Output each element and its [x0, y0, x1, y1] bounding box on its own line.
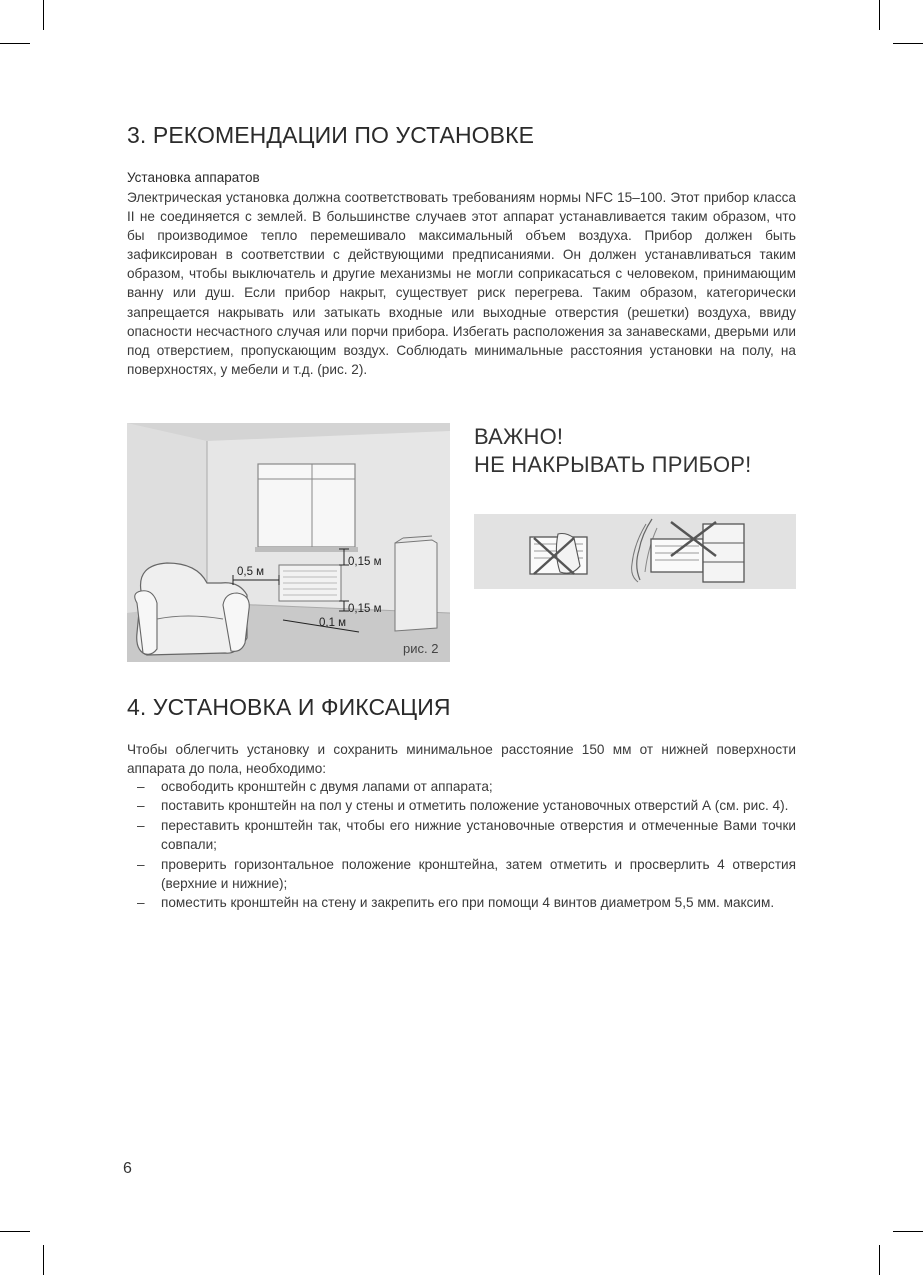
list-item: – поместить кронштейн на стену и закрепить его при помощи 4 винтов диаметром 5,5 мм. максим.: [127, 893, 796, 912]
label-top-distance: 0,15 м: [348, 556, 382, 568]
section-3-title: 3. РЕКОМЕНДАЦИИ ПО УСТАНОВКЕ: [127, 122, 535, 148]
list-item: – освободить кронштейн с двумя лапами от аппарата;: [127, 777, 796, 796]
warning-title: ВАЖНО!: [474, 424, 564, 449]
list-item: – поставить кронштейн на пол у стены и отметить положение установочных отверстий А (см. рис. 4).: [127, 796, 796, 815]
section-3-subtitle: Установка аппаратов: [127, 170, 260, 185]
installation-distance-figure: [127, 423, 450, 662]
crop-mark: [43, 0, 44, 30]
label-bottom-distance: 0,15 м: [348, 603, 382, 615]
crop-mark: [879, 1245, 880, 1275]
label-side-distance: 0,5 м: [237, 566, 265, 578]
room-illustration: [127, 423, 450, 662]
section-4-title: 4. УСТАНОВКА И ФИКСАЦИЯ: [127, 694, 451, 720]
crop-mark: [893, 43, 923, 44]
list-item: – проверить горизонтальное положение кронштейна, затем отметить и просверлить 4 отверстия (верхние и нижние);: [127, 855, 796, 894]
warning-text: НЕ НАКРЫВАТЬ ПРИБОР!: [474, 452, 752, 477]
page-number: 6: [123, 1160, 132, 1177]
crop-mark: [879, 0, 880, 30]
installation-steps-list: [127, 777, 796, 913]
section-4-intro: Чтобы облегчить установку и сохранить минимальное расстояние 150 мм от нижней поверхности аппарата до пола, необходимо:: [127, 742, 796, 777]
figure-caption: рис. 2: [403, 641, 439, 656]
crop-mark: [0, 1231, 30, 1232]
do-not-cover-icons: [474, 514, 796, 589]
crop-mark: [0, 43, 30, 44]
label-front-distance: 0,1 м: [319, 617, 347, 629]
crop-mark: [893, 1231, 923, 1232]
section-3-body: Электрическая установка должна соответствовать требованиям нормы NFC 15–100. Этот прибор класса II не соединяется с землей. В большинстве случаев этот аппарат устанавливается таким образом, что бы производимое тепло перемешивало максимальный объем воздуха. Прибор должен быть зафиксирован в соответствии с действующими предписаниями. Он должен устанавливаться таким образом, чтобы выключатель и другие механизмы не могли соприкасаться с человеком, принимающим ванну или душ. Если прибор накрыт, существует риск перегрева. Таким образом, категорически запрещается накрывать или затыкать входные или выходные отверстия (решетки) воздуха, ввиду опасности несчастного случая или порчи прибора. Избегать расположения за занавесками, дверьми или под отверстием, пропускающим воздух. Соблюдать минимальные расстояния установки на полу, на поверхностях, у мебели и т.д. (рис. 2).: [127, 190, 796, 377]
do-not-cover-illustration: [474, 514, 796, 589]
crop-mark: [43, 1245, 44, 1275]
list-item: – переставить кронштейн так, чтобы его нижние установочные отверстия и отмеченные Вами точки совпали;: [127, 816, 796, 855]
